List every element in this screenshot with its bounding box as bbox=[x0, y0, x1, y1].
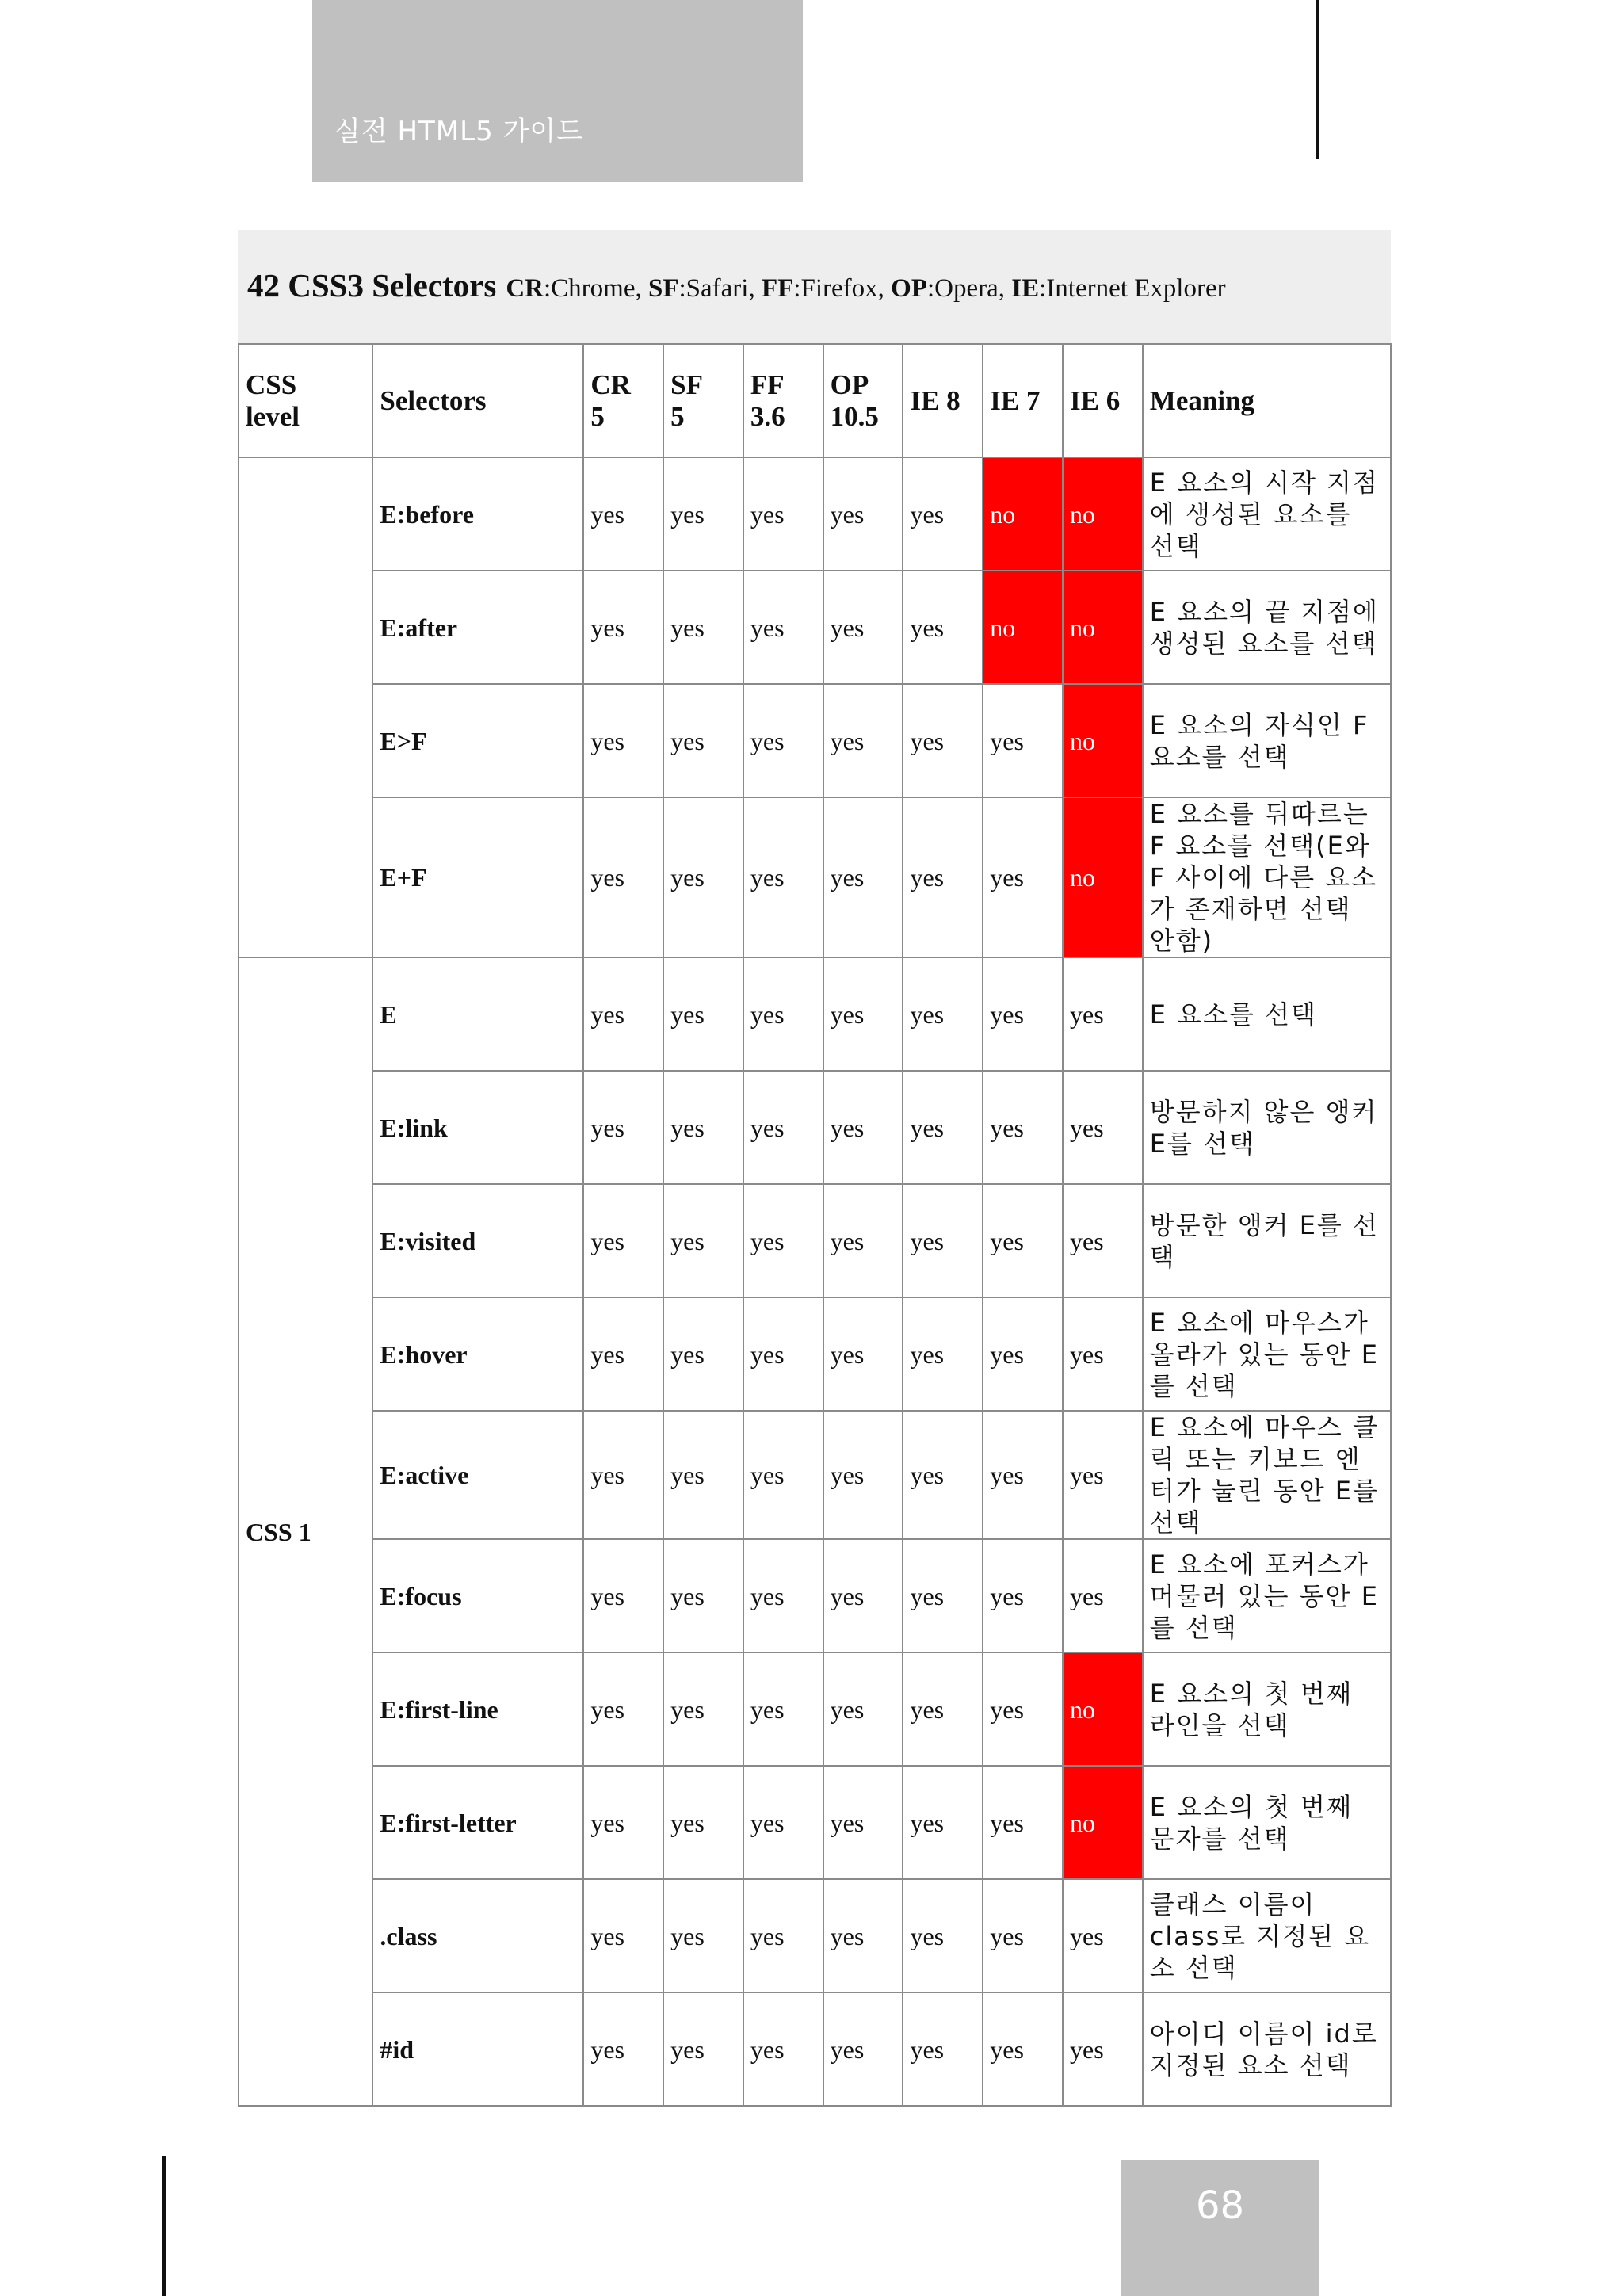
meaning-cell: E 요소의 첫 번째 문자를 선택 bbox=[1143, 1766, 1391, 1879]
legend-abbr: FF bbox=[761, 274, 794, 303]
support-cell-yes: yes bbox=[983, 1766, 1063, 1879]
book-title: 실전 HTML5 가이드 bbox=[334, 116, 584, 147]
support-cell-yes: yes bbox=[663, 1652, 743, 1766]
support-cell-no: no bbox=[1063, 684, 1143, 797]
support-cell-yes: yes bbox=[983, 1992, 1063, 2106]
support-cell-yes: yes bbox=[1063, 1879, 1143, 1992]
selector-cell: E:hover bbox=[372, 1297, 583, 1411]
selector-cell: E bbox=[372, 957, 583, 1071]
support-cell-yes: yes bbox=[903, 1184, 983, 1297]
meaning-cell: E 요소의 끝 지점에 생성된 요소를 선택 bbox=[1143, 571, 1391, 684]
meaning-cell: E 요소의 첫 번째 라인을 선택 bbox=[1143, 1652, 1391, 1766]
support-cell-yes: yes bbox=[903, 457, 983, 571]
header-ie8: IE 8 bbox=[903, 344, 983, 457]
support-cell-yes: yes bbox=[983, 1652, 1063, 1766]
support-cell-yes: yes bbox=[823, 1539, 903, 1652]
header-box bbox=[312, 0, 803, 182]
support-cell-yes: yes bbox=[903, 1539, 983, 1652]
support-cell-yes: yes bbox=[983, 1297, 1063, 1411]
meaning-cell: E 요소의 자식인 F 요소를 선택 bbox=[1143, 684, 1391, 797]
support-cell-yes: yes bbox=[1063, 1184, 1143, 1297]
support-cell-yes: yes bbox=[663, 1766, 743, 1879]
support-cell-yes: yes bbox=[743, 457, 823, 571]
header-cr: CR 5 bbox=[583, 344, 663, 457]
table-header-row bbox=[239, 344, 1391, 457]
support-cell-yes: yes bbox=[743, 797, 823, 957]
support-cell-yes: yes bbox=[983, 957, 1063, 1071]
table-row bbox=[239, 797, 1391, 957]
page-number: 68 bbox=[1195, 2183, 1245, 2228]
selector-cell: E:after bbox=[372, 571, 583, 684]
header-op: OP 10.5 bbox=[823, 344, 903, 457]
selector-cell: E:active bbox=[372, 1411, 583, 1539]
support-cell-yes: yes bbox=[903, 1652, 983, 1766]
selector-cell: .class bbox=[372, 1879, 583, 1992]
support-cell-yes: yes bbox=[983, 1539, 1063, 1652]
support-cell-yes: yes bbox=[583, 957, 663, 1071]
support-cell-yes: yes bbox=[903, 1766, 983, 1879]
support-cell-yes: yes bbox=[743, 1539, 823, 1652]
selector-cell: E+F bbox=[372, 797, 583, 957]
support-cell-yes: yes bbox=[743, 1652, 823, 1766]
support-cell-yes: yes bbox=[663, 1297, 743, 1411]
support-cell-yes: yes bbox=[1063, 1071, 1143, 1184]
header-selectors: Selectors bbox=[372, 344, 583, 457]
meaning-cell: 방문한 앵커 E를 선택 bbox=[1143, 1184, 1391, 1297]
table-row bbox=[239, 1766, 1391, 1879]
selector-cell: E:focus bbox=[372, 1539, 583, 1652]
support-cell-yes: yes bbox=[903, 1071, 983, 1184]
support-cell-no: no bbox=[1063, 1652, 1143, 1766]
legend-abbr: OP bbox=[891, 274, 927, 303]
support-cell-yes: yes bbox=[823, 1297, 903, 1411]
support-cell-no: no bbox=[1063, 571, 1143, 684]
support-cell-yes: yes bbox=[663, 457, 743, 571]
css3-selectors-table bbox=[238, 343, 1392, 2107]
meaning-cell: E 요소를 선택 bbox=[1143, 957, 1391, 1071]
table-row bbox=[239, 1539, 1391, 1652]
support-cell-yes: yes bbox=[823, 1184, 903, 1297]
support-cell-yes: yes bbox=[743, 1071, 823, 1184]
table-caption bbox=[247, 266, 1226, 304]
support-cell-no: no bbox=[983, 457, 1063, 571]
support-cell-yes: yes bbox=[583, 1071, 663, 1184]
legend-name: Internet Explorer bbox=[1046, 274, 1226, 303]
table-row bbox=[239, 684, 1391, 797]
support-cell-no: no bbox=[983, 571, 1063, 684]
support-cell-yes: yes bbox=[663, 684, 743, 797]
header-ie7: IE 7 bbox=[983, 344, 1063, 457]
support-cell-yes: yes bbox=[583, 1297, 663, 1411]
support-cell-yes: yes bbox=[743, 1411, 823, 1539]
support-cell-yes: yes bbox=[663, 571, 743, 684]
support-cell-yes: yes bbox=[583, 1879, 663, 1992]
table-row bbox=[239, 1071, 1391, 1184]
table-row bbox=[239, 1411, 1391, 1539]
table-row bbox=[239, 1879, 1391, 1992]
table-row bbox=[239, 571, 1391, 684]
table-row bbox=[239, 1652, 1391, 1766]
support-cell-yes: yes bbox=[583, 1652, 663, 1766]
table-row bbox=[239, 1184, 1391, 1297]
selector-cell: #id bbox=[372, 1992, 583, 2106]
support-cell-yes: yes bbox=[663, 1184, 743, 1297]
meaning-cell: E 요소를 뒤따르는 F 요소를 선택(E와 F 사이에 다른 요소가 존재하면 선택 안함) bbox=[1143, 797, 1391, 957]
support-cell-no: no bbox=[1063, 457, 1143, 571]
support-cell-no: no bbox=[1063, 1766, 1143, 1879]
support-cell-yes: yes bbox=[1063, 1411, 1143, 1539]
meaning-cell: E 요소에 마우스가 올라가 있는 동안 E를 선택 bbox=[1143, 1297, 1391, 1411]
support-cell-yes: yes bbox=[823, 684, 903, 797]
support-cell-yes: yes bbox=[1063, 1992, 1143, 2106]
table-row bbox=[239, 457, 1391, 571]
meaning-cell: 아이디 이름이 id로 지정된 요소 선택 bbox=[1143, 1992, 1391, 2106]
legend-name: Safari, bbox=[685, 274, 762, 303]
support-cell-yes: yes bbox=[663, 1539, 743, 1652]
selector-cell: E>F bbox=[372, 684, 583, 797]
support-cell-yes: yes bbox=[983, 684, 1063, 797]
support-cell-yes: yes bbox=[583, 1766, 663, 1879]
caption-legend: CR:Chrome, SF:Safari, FF:Firefox, OP:Opera, IE:Internet Explorer bbox=[506, 274, 1226, 303]
legend-name: Firefox, bbox=[800, 274, 892, 303]
meaning-cell: 클래스 이름이 class로 지정된 요소 선택 bbox=[1143, 1879, 1391, 1992]
table-row bbox=[239, 957, 1391, 1071]
support-cell-yes: yes bbox=[583, 684, 663, 797]
selector-cell: E:link bbox=[372, 1071, 583, 1184]
support-cell-yes: yes bbox=[823, 1071, 903, 1184]
support-cell-yes: yes bbox=[743, 1879, 823, 1992]
css-level-cell bbox=[239, 457, 372, 957]
support-cell-yes: yes bbox=[823, 457, 903, 571]
support-cell-yes: yes bbox=[663, 1879, 743, 1992]
support-cell-yes: yes bbox=[663, 1992, 743, 2106]
meaning-cell: E 요소에 마우스 클릭 또는 키보드 엔터가 눌린 동안 E를 선택 bbox=[1143, 1411, 1391, 1539]
support-cell-yes: yes bbox=[823, 797, 903, 957]
support-cell-yes: yes bbox=[823, 1992, 903, 2106]
legend-name: Chrome, bbox=[551, 274, 648, 303]
table-row bbox=[239, 1297, 1391, 1411]
header-ie6: IE 6 bbox=[1063, 344, 1143, 457]
meaning-cell: 방문하지 않은 앵커 E를 선택 bbox=[1143, 1071, 1391, 1184]
support-cell-yes: yes bbox=[983, 1184, 1063, 1297]
header-ff: FF 3.6 bbox=[743, 344, 823, 457]
support-cell-yes: yes bbox=[583, 797, 663, 957]
css-level-cell: CSS 1 bbox=[239, 957, 372, 2106]
support-cell-yes: yes bbox=[663, 957, 743, 1071]
legend-abbr: IE bbox=[1011, 274, 1040, 303]
support-cell-yes: yes bbox=[1063, 957, 1143, 1071]
support-cell-yes: yes bbox=[743, 684, 823, 797]
header-sf: SF 5 bbox=[663, 344, 743, 457]
header-meaning: Meaning bbox=[1143, 344, 1391, 457]
meaning-cell: E 요소에 포커스가 머물러 있는 동안 E를 선택 bbox=[1143, 1539, 1391, 1652]
legend-name: Opera, bbox=[934, 274, 1012, 303]
table-row bbox=[239, 1992, 1391, 2106]
support-cell-yes: yes bbox=[823, 571, 903, 684]
support-cell-yes: yes bbox=[903, 1297, 983, 1411]
support-cell-yes: yes bbox=[663, 1071, 743, 1184]
support-cell-yes: yes bbox=[823, 1879, 903, 1992]
selector-cell: E:before bbox=[372, 457, 583, 571]
page-number-box bbox=[1121, 2160, 1319, 2296]
support-cell-yes: yes bbox=[903, 1992, 983, 2106]
support-cell-yes: yes bbox=[583, 1992, 663, 2106]
selector-cell: E:first-letter bbox=[372, 1766, 583, 1879]
support-cell-yes: yes bbox=[903, 797, 983, 957]
footer-rule bbox=[162, 2156, 166, 2296]
selector-cell: E:first-line bbox=[372, 1652, 583, 1766]
support-cell-yes: yes bbox=[743, 1992, 823, 2106]
support-cell-yes: yes bbox=[823, 1766, 903, 1879]
meaning-cell: E 요소의 시작 지점에 생성된 요소를 선택 bbox=[1143, 457, 1391, 571]
support-cell-yes: yes bbox=[1063, 1297, 1143, 1411]
support-cell-yes: yes bbox=[743, 1766, 823, 1879]
legend-abbr: SF bbox=[647, 274, 679, 303]
support-cell-yes: yes bbox=[983, 1411, 1063, 1539]
caption-title: 42 CSS3 Selectors bbox=[247, 267, 497, 304]
support-cell-yes: yes bbox=[983, 797, 1063, 957]
support-cell-yes: yes bbox=[823, 1652, 903, 1766]
support-cell-yes: yes bbox=[1063, 1539, 1143, 1652]
support-cell-yes: yes bbox=[903, 1411, 983, 1539]
support-cell-yes: yes bbox=[583, 1411, 663, 1539]
header-rule bbox=[1316, 0, 1319, 159]
support-cell-yes: yes bbox=[983, 1071, 1063, 1184]
support-cell-yes: yes bbox=[743, 571, 823, 684]
support-cell-yes: yes bbox=[903, 684, 983, 797]
support-cell-no: no bbox=[1063, 797, 1143, 957]
support-cell-yes: yes bbox=[903, 1879, 983, 1992]
legend-abbr: CR bbox=[506, 274, 544, 303]
support-cell-yes: yes bbox=[663, 797, 743, 957]
header-css-level: CSS level bbox=[239, 344, 372, 457]
support-cell-yes: yes bbox=[583, 1184, 663, 1297]
support-cell-yes: yes bbox=[743, 957, 823, 1071]
support-cell-yes: yes bbox=[743, 1184, 823, 1297]
support-cell-yes: yes bbox=[903, 571, 983, 684]
selector-cell: E:visited bbox=[372, 1184, 583, 1297]
support-cell-yes: yes bbox=[823, 957, 903, 1071]
support-cell-yes: yes bbox=[983, 1879, 1063, 1992]
support-cell-yes: yes bbox=[743, 1297, 823, 1411]
support-cell-yes: yes bbox=[583, 457, 663, 571]
support-cell-yes: yes bbox=[583, 1539, 663, 1652]
support-cell-yes: yes bbox=[583, 571, 663, 684]
support-cell-yes: yes bbox=[663, 1411, 743, 1539]
support-cell-yes: yes bbox=[903, 957, 983, 1071]
support-cell-yes: yes bbox=[823, 1411, 903, 1539]
